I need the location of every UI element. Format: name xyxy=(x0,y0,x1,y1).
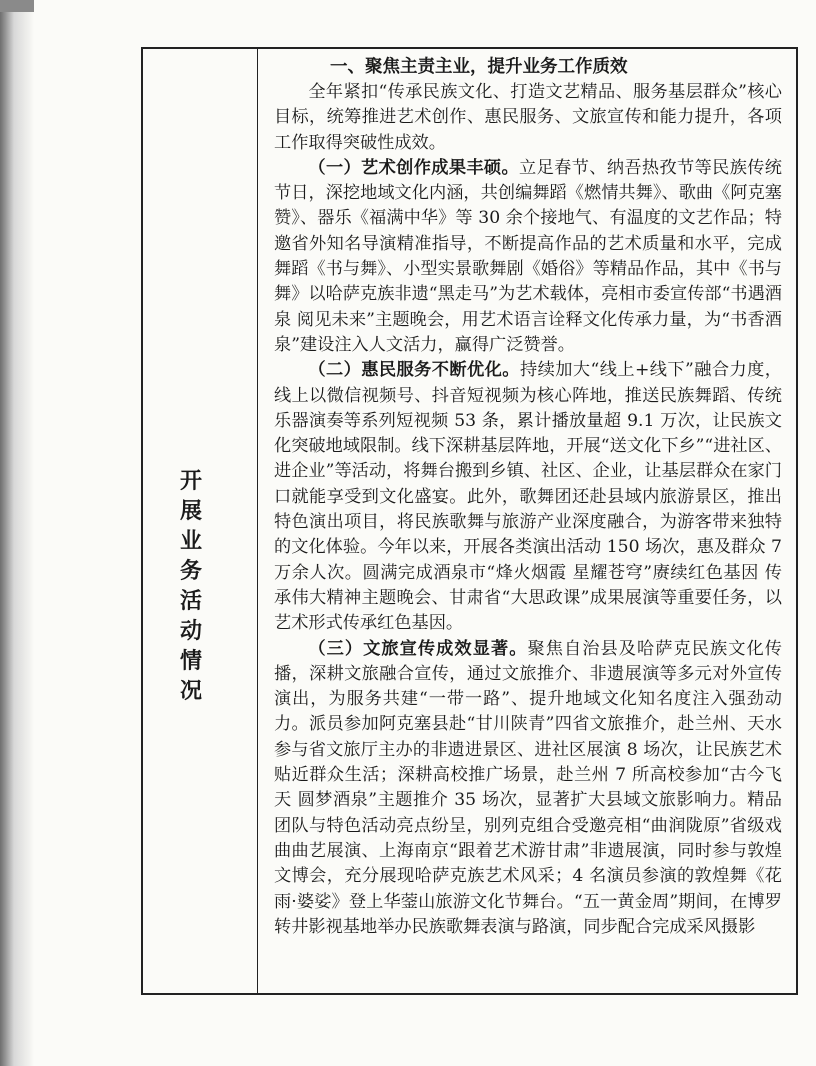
item-paragraph-2 xyxy=(274,358,782,636)
item-title-1: （一）艺术创作成果丰硕。 xyxy=(308,157,520,178)
side-label-cell xyxy=(143,49,258,993)
item-title-3: （三）文旅宣传成效显著。 xyxy=(308,638,528,659)
binding-edge-shadow xyxy=(0,0,34,1066)
item-body-1: 立足春节、纳吾热孜节等民族传统节日，深挖地域文化内涵，共创编舞蹈《燃情共舞》、歌曲《阿克塞赞》、器乐《福满中华》等 30 余个接地气、有温度的文艺作品；特邀省外知名导演精准指导，不断提高作品的艺术质量和水平，完成舞蹈《书与舞》、小型实景歌舞剧《婚俗》等精品作品，其中《书与舞》以哈萨克族非遗“黑走马”为艺术载体，亮相市委宣传部“书遇酒泉 阅见未来”主题晚会，用艺术语言诠释文化传承力量，为“书香酒泉”建设注入人文活力，赢得广泛赞誉。 xyxy=(274,157,782,355)
item-title-2: （二）惠民服务不断优化。 xyxy=(308,360,520,381)
item-body-3: 聚焦自治县及哈萨克民族文化传播，深耕文旅融合宣传，通过文旅推介、非遗展演等多元对外宣传演出，为服务共建“一带一路”、提升地域文化知名度注入强劲动力。派员参加阿克塞县赴“甘川陕青”四省文旅推介，赴兰州、天水参与省文旅厅主办的非遗进景区、进社区展演 8 场次，让民族艺术贴近群众生活；深耕高校推广场景，赴兰州 7 所高校参加“古今飞天 圆梦酒泉”主题推介 35 场次，显著扩大县域文旅影响力。精品团队与特色活动亮点纷呈，别列克组合受邀亮相“曲润陇原”省级戏曲曲艺展演、上海南京“跟着艺术游甘肃”非遗展演，同时参与敦煌文博会，充分展现哈萨克族艺术风采；4 名演员参演的敦煌舞《花雨·婆娑》登上华蓥山旅游文化节舞台。“五一黄金周”期间，在博罗转井影视基地举办民族歌舞表演与路演，同步配合完成采风摄影 xyxy=(274,638,782,937)
report-table xyxy=(141,47,798,995)
binding-edge-top xyxy=(0,0,34,12)
section-heading: 一、聚焦主责主业，提升业务工作质效 xyxy=(330,57,628,77)
item-body-2: 持续加大“线上+线下”融合力度，线上以微信视频号、抖音短视频为核心阵地，推送民族舞蹈、传统乐器演奏等系列短视频 53 条，累计播放量超 9.1 万次，让民族文化突破地域限制。线下深耕基层阵地，开展“送文化下乡”“进社区、进企业”等活动，将舞台搬到乡镇、社区、企业，让基层群众在家门口就能享受到文化盛宴。此外，歌舞团还赴县域内旅游景区，推出特色演出项目，将民族歌舞与旅游产业深度融合，为游客带来独特的文化体验。今年以来，开展各类演出活动 150 场次，惠及群众 7 万余人次。圆满完成酒泉市“烽火烟霞 星耀苍穹”赓续红色基因 传承伟大精神主题晚会、甘肃省“大思政课”成果展演等重要任务，以艺术形式传承红色基因。 xyxy=(274,360,782,634)
item-paragraph-3 xyxy=(274,637,782,941)
intro-paragraph: 全年紧扣“传承民族文化、打造文艺精品、服务基层群众”核心目标，统筹推进艺术创作、惠民服务、文旅宣传和能力提升，各项工作取得突破性成效。 xyxy=(274,82,782,153)
side-label: 开展业务活动情况 xyxy=(179,469,202,704)
item-paragraph-1 xyxy=(274,156,782,358)
content-cell xyxy=(258,49,796,993)
